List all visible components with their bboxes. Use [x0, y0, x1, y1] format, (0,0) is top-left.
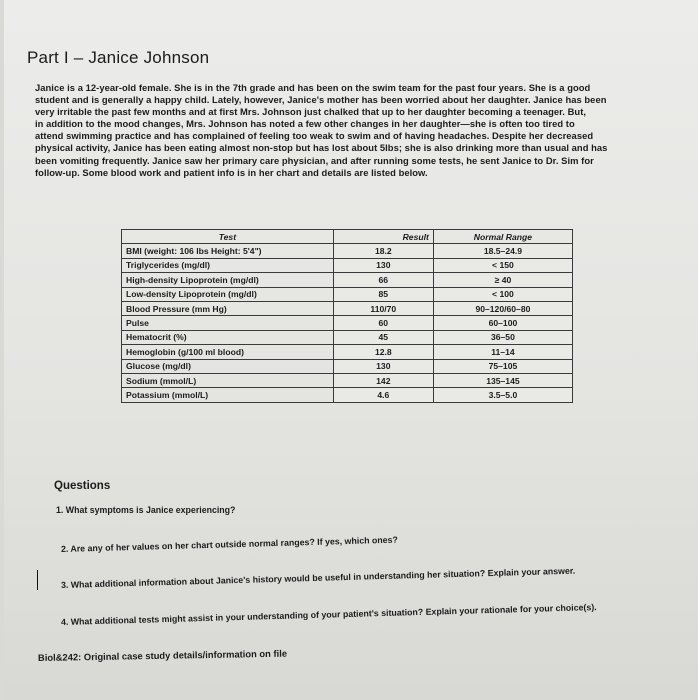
test-normal-range: 90–120/60–80 [433, 301, 572, 315]
header-test: Test [122, 230, 334, 244]
test-name: Potassium (mmol/L) [122, 388, 334, 402]
case-line: follow-up. Some blood work and patient info is in her chart and details are listed below. [35, 166, 428, 178]
test-name: Low-density Lipoprotein (mg/dl) [122, 287, 334, 301]
test-normal-range: 135–145 [433, 373, 572, 387]
test-result: 130 [333, 258, 433, 272]
table-row [122, 330, 573, 344]
text-cursor [37, 570, 38, 590]
table-row [122, 359, 573, 373]
test-normal-range: 11–14 [433, 345, 572, 359]
table-header-row [122, 230, 573, 244]
test-normal-range: 18.5–24.9 [433, 244, 572, 258]
test-name: High-density Lipoprotein (mg/dl) [122, 273, 334, 287]
test-normal-range: < 150 [433, 258, 572, 272]
question-3: 3. What additional information about Janice's history would be useful in understanding her situation? Explain your answer. [60, 565, 576, 590]
test-normal-range: ≥ 40 [433, 273, 572, 287]
test-result: 4.6 [333, 388, 433, 402]
test-name: Hematocrit (%) [122, 330, 334, 344]
case-line: in addition to the mood changes, Mrs. Johnson has noted a few other changes in her daughter—she is often too tired to [35, 118, 575, 130]
header-normal-range: Normal Range [433, 230, 572, 244]
test-name: Glucose (mg/dl) [122, 359, 334, 373]
table-row [122, 287, 573, 301]
case-line: attend swimming practice and has complained of feeling too weak to swim and of having headaches. Despite her decreased [35, 130, 594, 142]
question-1: 1. What symptoms is Janice experiencing? [56, 505, 236, 515]
table-row [122, 345, 573, 359]
header-result: Result [333, 230, 433, 244]
case-line: been vomiting frequently. Janice saw her primary care physician, and after running some tests, he sent Janice to Dr. Sim for [35, 154, 594, 166]
test-result: 110/70 [333, 301, 433, 315]
page-title: Part I – Janice Johnson [27, 48, 210, 67]
test-result: 45 [333, 330, 433, 344]
table-row [122, 388, 573, 402]
test-normal-range: 75–105 [433, 359, 572, 373]
questions-heading: Questions [54, 480, 111, 492]
case-line: very irritable the past few months and at first Mrs. Johnson just chalked that up to her daughter becoming a teenager. But, [35, 106, 587, 118]
test-result: 60 [333, 316, 433, 330]
case-line: Janice is a 12-year-old female. She is in the 7th grade and has been on the swim team for the past four years. She is a good [35, 82, 591, 93]
table-row [122, 373, 573, 387]
footer-note: Biol&242: Original case study details/information on file [37, 647, 288, 663]
test-name: Triglycerides (mg/dl) [122, 258, 334, 272]
test-normal-range: 36–50 [433, 330, 572, 344]
test-name: Blood Pressure (mm Hg) [122, 301, 334, 315]
table-row [122, 273, 573, 287]
question-2: 2. Are any of her values on her chart outside normal ranges? If yes, which ones? [60, 534, 398, 554]
test-name: Pulse [122, 316, 334, 330]
document-page [4, 0, 698, 700]
case-line: physical activity, Janice has been eating almost non-stop but has lost about 5lbs; she is also drinking more than usual and has [35, 142, 608, 154]
test-result: 142 [333, 373, 433, 387]
test-result: 18.2 [333, 244, 433, 258]
table-row [122, 301, 573, 315]
test-result: 66 [333, 273, 433, 287]
test-normal-range: < 100 [433, 287, 572, 301]
test-normal-range: 60–100 [433, 316, 572, 330]
table-row [122, 316, 573, 330]
table-row [122, 258, 573, 272]
test-result: 12.8 [333, 345, 433, 359]
test-name: Sodium (mmol/L) [122, 373, 334, 387]
test-result: 130 [333, 359, 433, 373]
case-description [35, 82, 675, 179]
lab-results-table [121, 229, 573, 403]
question-4: 4. What additional tests might assist in your understanding of your patient's situation? Explain your rationale for your choice(s). [60, 602, 597, 627]
test-name: BMI (weight: 106 lbs Height: 5'4") [122, 244, 334, 258]
table-row [122, 244, 573, 258]
case-line: student and is generally a happy child. Lately, however, Janice's mother has been worried about her daughter. Janice has been [35, 94, 607, 106]
test-name: Hemoglobin (g/100 ml blood) [122, 345, 334, 359]
test-result: 85 [333, 287, 433, 301]
test-normal-range: 3.5–5.0 [433, 388, 572, 402]
